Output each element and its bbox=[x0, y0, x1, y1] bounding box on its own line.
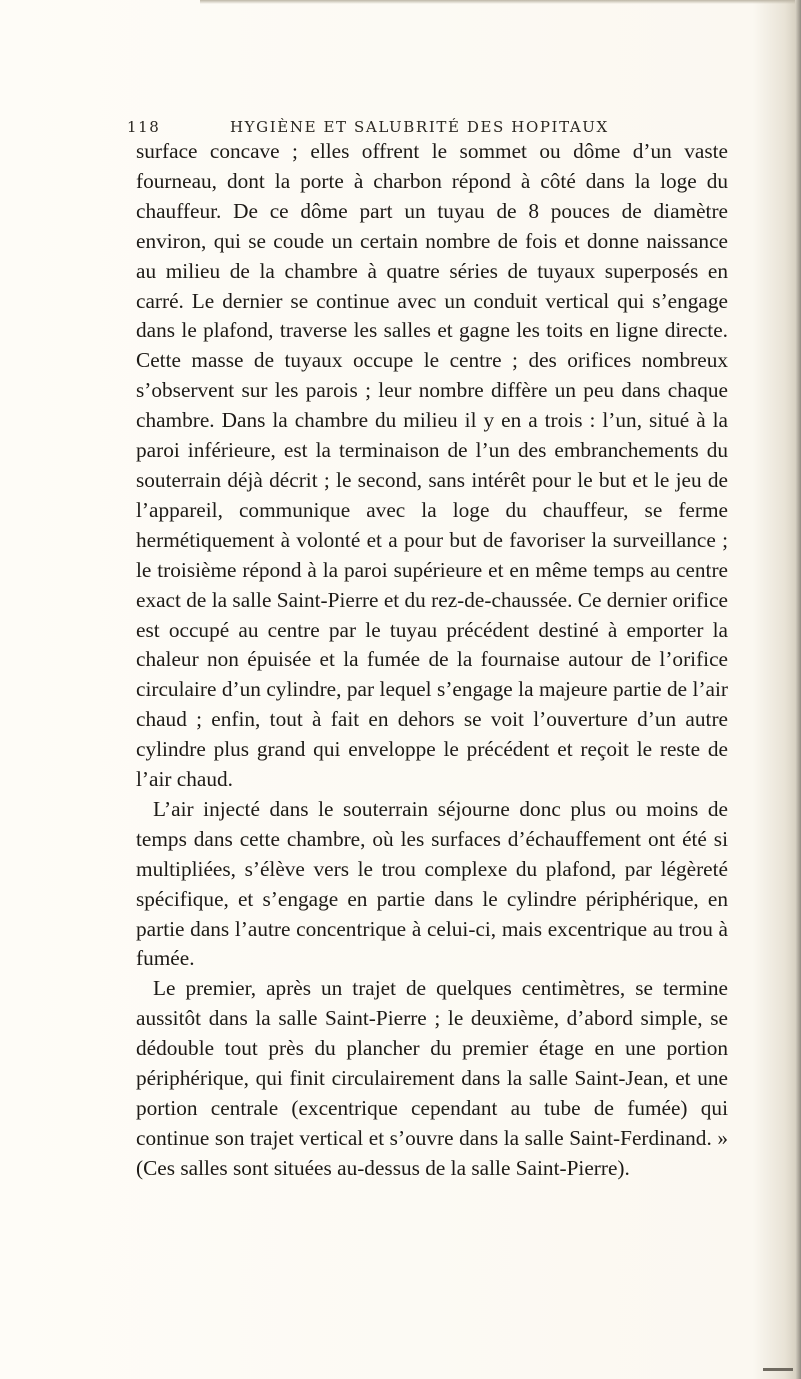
page-corner-mark bbox=[763, 1368, 793, 1371]
paragraph-2: L’air injecté dans le souterrain séjourne donc plus ou moins de temps dans cette chambre, où les surfaces d’échauffement ont été si multipliées, s’élève vers le trou complexe du plafond, par légèreté spécifique, et s’engage en partie dans le cylindre périphérique, en partie dans l’autre concentrique à celui-ci, mais excentrique au trou à fumée. bbox=[136, 796, 728, 971]
running-head: HYGIÈNE ET SALUBRITÉ DES HOPITAUX bbox=[230, 118, 609, 136]
body-text bbox=[136, 137, 728, 1184]
page-number: 118 bbox=[127, 118, 161, 136]
paragraph-1: surface concave ; elles offrent le sommet ou dôme d’un vaste fourneau, dont la porte à charbon répond à côté dans la loge du chauffeur. De ce dôme part un tuyau de 8 pouces de diamètre environ, qui se coude un certain nombre de fois et donne naissance au milieu de la chambre à quatre séries de tuyaux superposés en carré. Le dernier se continue avec un conduit vertical qui s’engage dans le plafond, traverse les salles et gagne les toits en ligne directe. Cette masse de tuyaux occupe le centre ; des orifices nombreux s’observent sur les parois ; leur nombre diffère un peu dans chaque chambre. Dans la chambre du milieu il y en a trois : l’un, situé à la paroi inférieure, est la terminaison de l’un des embranchements du souterrain déjà décrit ; le second, sans intérêt pour le but et le jeu de l’appareil, communique avec la loge du chauffeur, se ferme hermétiquement à volonté et a pour but de favoriser la surveillance ; le troisième répond à la paroi supérieure et en même temps au centre exact de la salle Saint-Pierre et du rez-de-chaussée. Ce dernier orifice est occupé au centre par le tuyau précédent destiné à emporter la chaleur non épuisée et la fumée de la fournaise autour de l’orifice circulaire d’un cylindre, par lequel s’engage la majeure partie de l’air chaud ; enfin, tout à fait en dehors se voit l’ouverture d’un autre cylindre plus grand qui enveloppe le précédent et reçoit le reste de l’air chaud. bbox=[136, 139, 728, 792]
page-spine-edge bbox=[795, 0, 801, 1379]
paragraph-3: Le premier, après un trajet de quelques centimètres, se termine aussitôt dans la salle Saint-Pierre ; le deuxième, d’abord simple, se dédouble tout près du plancher du premier étage en une portion périphérique, qui finit circulairement dans la salle Saint-Jean, et une portion centrale (excentrique cependant au tube de fumée) qui continue son trajet vertical et s’ouvre dans la salle Saint-Ferdinand. » (Ces salles sont situées au-dessus de la salle Saint-Pierre). bbox=[136, 976, 728, 1180]
page-top-edge bbox=[200, 0, 801, 4]
